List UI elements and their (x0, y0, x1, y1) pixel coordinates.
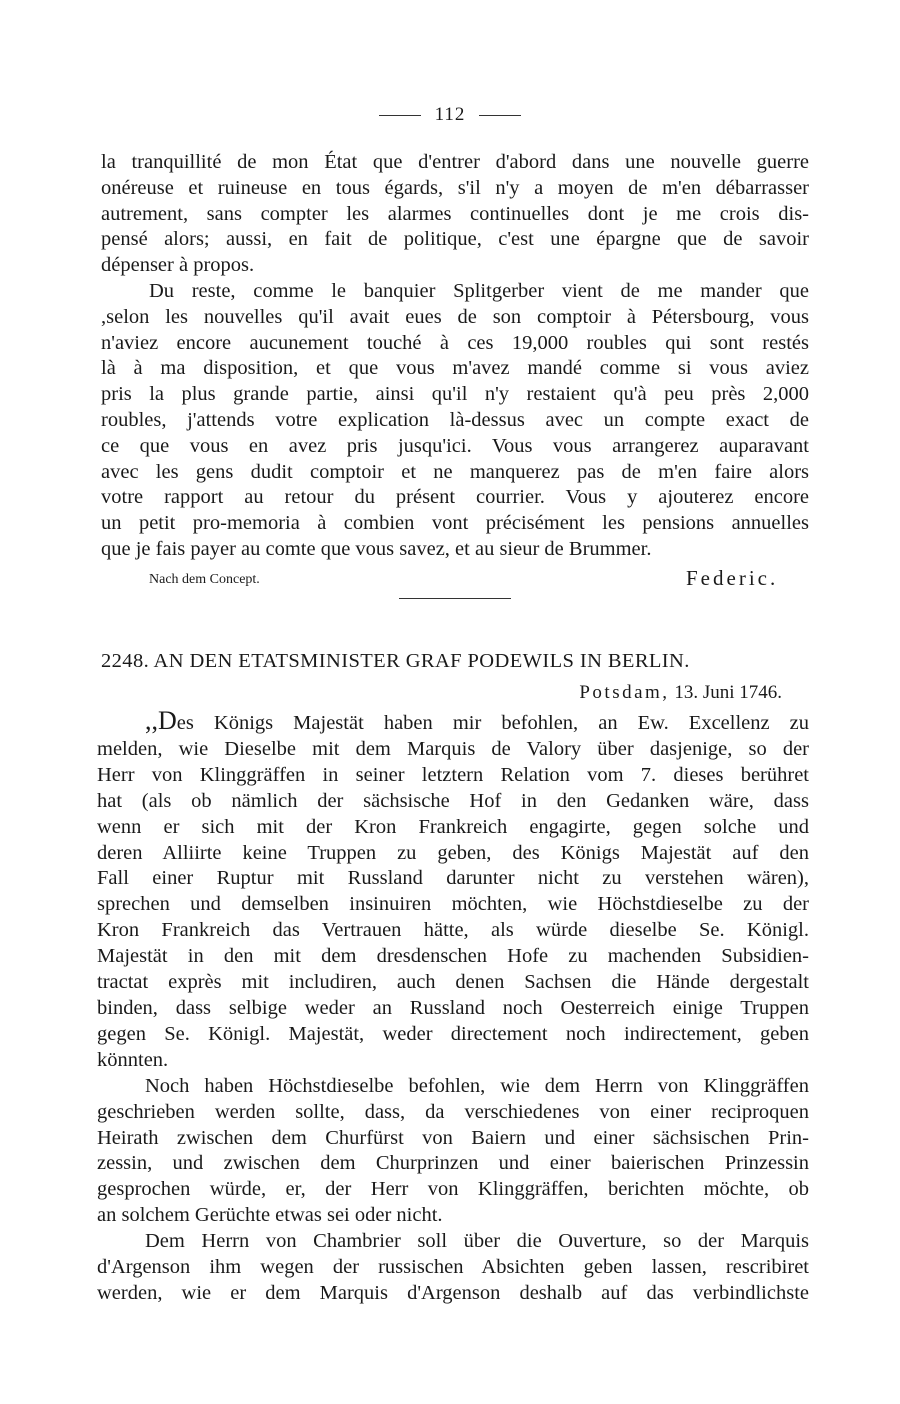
previous-letter-paragraph-2 (101, 279, 809, 563)
text-line: Heirath zwischen dem Churfürst von Baiern und einer sächsischen Prin- (97, 1126, 809, 1149)
text-line: Du reste, comme le banquier Splitgerber vient de me mander que (149, 279, 809, 302)
text-line: un petit pro-memoria à combien vont précisément les pensions annuelles (101, 512, 809, 535)
letter-heading: 2248. AN DEN ETATSMINISTER GRAF PODEWILS IN BERLIN. (101, 650, 690, 672)
text-line: n'aviez encore aucunement touché à ces 19,000 roubles qui sont restés (101, 331, 809, 354)
text-line: la tranquillité de mon État que d'entrer d'abord dans une nouvelle guerre (101, 151, 809, 173)
text-line: Kron Frankreich das Vertrauen hätte, als würde dieselbe Se. Königl. (97, 919, 809, 942)
text-line: que je fais payer au comte que vous savez, et au sieur de Brummer. (101, 537, 652, 560)
text-line: deren Alliirte keine Truppen zu geben, des Königs Majestät auf den (97, 841, 809, 864)
text-line: sprechen und demselben insinuiren möchten, wie Höchstdieselbe zu der (97, 893, 809, 916)
dateline-place: Potsdam, (579, 682, 670, 703)
separator-rule (399, 598, 511, 599)
text-line: gesprochen würde, er, der Herr von Klinggräffen, berichten möchte, ob (97, 1178, 809, 1201)
text-line: pris la plus grande partie, ainsi qu'il n'y restaient qu'à peu près 2,000 (101, 383, 809, 406)
text-line: werden, wie er dem Marquis d'Argenson deshalb auf das verbindlichste (97, 1281, 809, 1304)
text-line: d'Argenson ihm wegen der russischen Absichten geben lassen, rescribiret (97, 1256, 809, 1279)
text-line: Majestät in den mit dem dresdenschen Hofe zu machenden Subsidien- (97, 945, 809, 968)
text-line: Dem Herrn von Chambrier soll über die Ouverture, so der Marquis (145, 1230, 809, 1253)
text-line: votre rapport au retour du présent courrier. Vous y ajouterez encore (101, 486, 809, 509)
text-line: Fall einer Ruptur mit Russland darunter nicht zu verstehen wären), (97, 867, 809, 890)
letter-paragraph-2 (97, 1074, 809, 1229)
text-line: binden, dass selbige weder an Russland noch Oesterreich einige Truppen (97, 996, 809, 1019)
text-line: zessin, und zwischen dem Churprinzen und einer baierischen Prinzessin (97, 1152, 809, 1175)
text-line: pensé alors; aussi, en fait de politique, c'est une épargne que de savoir (101, 228, 809, 251)
first-line-text: es Königs Majestät haben mir befohlen, an Ew. Excellenz zu (176, 712, 809, 734)
text-line: onéreuse et ruineuse en tous égards, s'il n'y a moyen de m'en débarrasser (101, 176, 809, 199)
previous-letter-body (101, 150, 809, 563)
text-line: ce que vous en avez pris jusqu'ici. Vous vous arrangerez auparavant (101, 434, 809, 457)
text-line: an solchem Gerüchte etwas sei oder nicht. (97, 1204, 443, 1227)
page-number-text: 112 (434, 104, 466, 125)
opening-initial: ,,D (145, 706, 177, 735)
page-number-dash-right (479, 115, 521, 116)
page-number-dash-left (379, 115, 421, 116)
text-line: là à ma disposition, et que vous m'avez mandé comme si vous aviez (101, 357, 809, 380)
source-note: Nach dem Concept. (149, 572, 260, 587)
text-line: roubles, j'attends votre explication là-dessus avec un compte exact de (101, 408, 809, 431)
text-line: geschrieben werden sollte, dass, da verschiedenes von einer reciproquen (97, 1100, 809, 1123)
text-line (97, 708, 809, 737)
text-line: tractat exprès mit includiren, auch denen Sachsen die Hände dergestalt (97, 971, 809, 994)
previous-letter-paragraph-1 (101, 150, 809, 279)
letter-paragraph-1 (97, 708, 809, 1074)
text-line: ,selon les nouvelles qu'il avait eues de son comptoir à Pétersbourg, vous (101, 305, 809, 328)
text-line: dépenser à propos. (101, 254, 255, 277)
text-line: gegen Se. Königl. Majestät, weder directement noch indirectement, geben (97, 1022, 809, 1045)
text-line: avec les gens dudit comptoir et ne manquerez pas de m'en faire alors (101, 460, 809, 483)
page-number (0, 104, 900, 126)
letter-paragraph-3 (97, 1229, 809, 1307)
text-line: wenn er sich mit der Kron Frankreich engagirte, gegen solche und (97, 815, 809, 838)
signature: Federic. (686, 566, 779, 590)
dateline (579, 682, 782, 704)
dateline-date: 13. Juni 1746. (674, 682, 782, 703)
letter-body (97, 708, 809, 1307)
text-line: Noch haben Höchstdieselbe befohlen, wie dem Herrn von Klinggräffen (145, 1074, 809, 1097)
text-line: melden, wie Dieselbe mit dem Marquis de Valory über dasjenige, so der (97, 737, 809, 760)
text-line: autrement, sans compter les alarmes continuelles dont je me crois dis- (101, 202, 809, 225)
text-line: Herr von Klinggräffen in seiner letztern Relation vom 7. dieses berühret (97, 763, 809, 786)
text-line: könnten. (97, 1048, 169, 1071)
text-line: hat (als ob nämlich der sächsische Hof in den Gedanken wäre, dass (97, 789, 809, 812)
